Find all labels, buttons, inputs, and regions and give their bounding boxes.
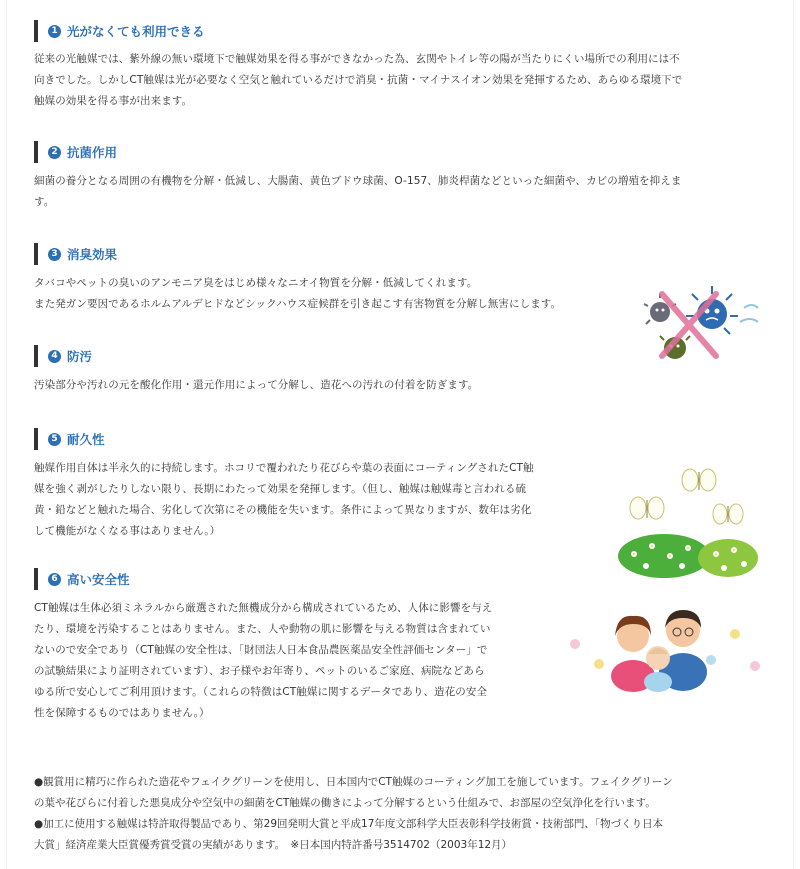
small-flower-icon xyxy=(730,629,740,639)
butterfly-icon xyxy=(630,497,664,519)
butterflies-flowers-illustration xyxy=(612,464,762,579)
germs-crossed-illustration xyxy=(640,280,765,370)
left-border xyxy=(6,0,7,869)
section-5-title: 耐久性 xyxy=(67,432,105,447)
section-5-body: 触媒作用自体は半永久的に持続します。ホコリで覆われたり花びらや葉の表面にコーティングされたCT触 媒を強く剥がしたりしない限り、長期にわたって効果を発揮します。（但し、触媒は触媒毒と言われる硫 黄・鉛などと触れた場合、劣化して次第にその機能を失います。条件によって異なりますが、数年は劣化 して機能がなくなる事はありません。） xyxy=(34,462,534,537)
section-6-heading xyxy=(34,568,130,590)
section-4-body: 汚染部分や汚れの元を酸化作用・還元作用によって分解し、造花への汚れの付着を防ぎます。 xyxy=(34,379,479,391)
section-1-body: 従来の光触媒では、紫外線の無い環境下で触媒効果を得る事ができなかった為、玄関やトイレ等の陽が当たりにくい場所での利用には不 向きでした。しかしCT触媒は光が必要なく空気と触れているだけで消臭・抗菌・マイナスイオン効果を発揮するため、あらゆる環境下で 触媒の効果を得る事が出来ます。 xyxy=(34,53,683,107)
small-flower-icon xyxy=(570,639,580,649)
section-2-number: 2 xyxy=(48,146,61,159)
butterfly-icon xyxy=(713,504,743,524)
section-4-heading xyxy=(34,345,92,367)
section-3-title: 消臭効果 xyxy=(67,247,118,262)
section-5-number: 5 xyxy=(48,433,61,446)
section-1-number: 1 xyxy=(48,25,61,38)
right-border xyxy=(793,0,794,869)
small-flower-icon xyxy=(594,659,604,669)
section-2-heading xyxy=(34,141,117,163)
section-4-number: 4 xyxy=(48,350,61,363)
section-6-body: CT触媒は生体必須ミネラルから厳選された無機成分から構成されているため、人体に影響を与え たり、環境を汚染することはありません。また、人や動物の肌に影響を与える物質は含まれてい ないので安全であり（CT触媒の安全性は、「財団法人日本食品農医薬品安全性評価センター」で の試験結果により証明されています）、お子様やお年寄り、ペットのいるご家庭、病院などあら ゆる所で安心してご利用頂けます。（これらの特徴はCT触媒に関するデータであり、造花の安全 性を保障するものではありません。） xyxy=(34,602,493,719)
small-flower-icon xyxy=(706,655,716,665)
footer-notes: ●観賞用に精巧に作られた造花やフェイクグリーンを使用し、日本国内でCT触媒のコーティング加工を施しています。フェイクグリーン の葉や花びらに付着した悪臭成分や空気中の細菌をCT触媒の働きによって分解するという仕組みで、お部屋の空気浄化を行います。 ●加工に使用する触媒は特許取得製品であり、第29回発明大賞と平成17年度文部科学大臣表彰科学技術賞・技術部門、「物づくり日本 大賞」経済産業大臣賞優秀賞受賞の実績があります。 ※日本国内特許番号3514702（2003年12月） xyxy=(34,776,673,851)
section-1-heading xyxy=(34,20,205,42)
small-flower-icon xyxy=(750,661,760,671)
section-1-title: 光がなくても利用できる xyxy=(67,24,205,39)
section-3-number: 3 xyxy=(48,248,61,261)
section-3-heading xyxy=(34,243,117,265)
family-illustration xyxy=(565,600,770,692)
butterfly-icon xyxy=(682,469,716,491)
section-2-body: 細菌の養分となる周囲の有機物を分解・低減し、大腸菌、黄色ブドウ球菌、O-157、肺炎桿菌などといった細菌や、カビの増殖を抑えま す。 xyxy=(34,175,682,208)
section-4-title: 防汚 xyxy=(67,349,93,364)
section-6-title: 高い安全性 xyxy=(67,572,130,587)
section-6-number: 6 xyxy=(48,573,61,586)
section-2-title: 抗菌作用 xyxy=(67,145,118,160)
section-5-heading xyxy=(34,428,105,450)
section-3-body: タバコやペットの臭いのアンモニア臭をはじめ様々なニオイ物質を分解・低減してくれます。 また発ガン要因であるホルムアルデヒドなどシックハウス症候群を引き起こす有害物質を分解し無害にします。 xyxy=(34,277,562,310)
air-puff-icon xyxy=(740,305,758,322)
green-bush-icon xyxy=(618,534,758,578)
